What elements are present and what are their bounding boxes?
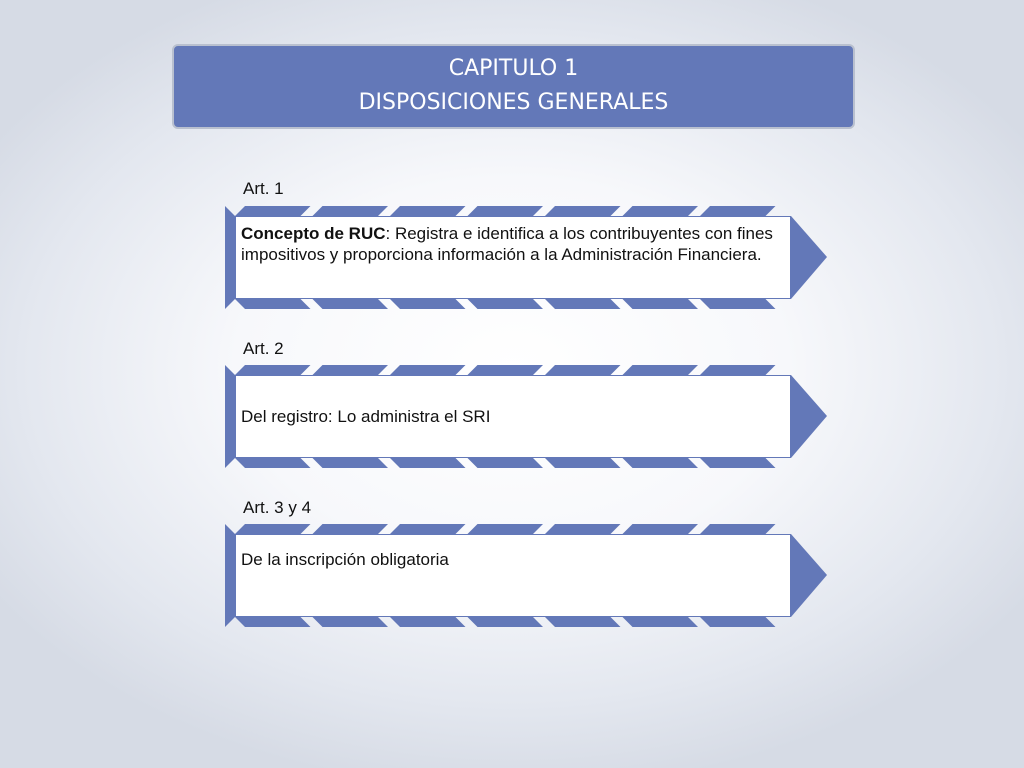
article-2-text: Del registro: Lo administra el SRI [241, 407, 491, 426]
chevron-tooth-top [313, 524, 389, 534]
article-2-content-box [235, 375, 791, 458]
article-2-label: Art. 2 [243, 339, 284, 358]
chevron-tooth-bottom [623, 458, 699, 468]
chevron-tooth-bottom [235, 299, 311, 309]
chevron-tooth-bottom [235, 458, 311, 468]
chevron-tooth-top [468, 524, 544, 534]
chevron-tooth-top [468, 365, 544, 375]
article-3-4-chevron [225, 524, 835, 634]
chevron-tooth-top [313, 206, 389, 216]
chevron-tooth-top [700, 365, 776, 375]
chevron-tooth-bottom [313, 617, 389, 627]
chevron-arrow-head [791, 375, 827, 458]
article-3-4-label: Art. 3 y 4 [243, 498, 312, 517]
chevron-tooth-bottom [390, 617, 466, 627]
chevron-tooth-top [468, 206, 544, 216]
chevron-tooth-bottom [468, 617, 544, 627]
chevron-tooth-top [623, 365, 699, 375]
article-3-4-content-box [235, 534, 791, 617]
chevron-tooth-top [390, 524, 466, 534]
chevron-left-edge [225, 206, 235, 309]
chapter-title: CAPITULO 1 [448, 56, 579, 81]
chevron-tooth-top [545, 365, 621, 375]
chevron-tooth-top [623, 206, 699, 216]
chevron-tooth-bottom [700, 617, 776, 627]
chevron-tooth-top [545, 524, 621, 534]
chevron-tooth-bottom [700, 299, 776, 309]
chevron-tooth-top [390, 365, 466, 375]
chevron-left-edge [225, 365, 235, 468]
chevron-tooth-bottom [313, 299, 389, 309]
article-1-term: Concepto de RUC [241, 224, 386, 243]
chevron-tooth-top [700, 524, 776, 534]
article-1-text: : Registra e identifica a los contribuyentes con fines impositivos y proporciona información a la Administración Financiera. [241, 224, 773, 264]
chevron-tooth-top [313, 365, 389, 375]
chevron-tooth-top [235, 206, 311, 216]
chevron-tooth-top [623, 524, 699, 534]
chapter-subtitle: DISPOSICIONES GENERALES [358, 90, 669, 115]
chevron-tooth-bottom [545, 458, 621, 468]
article-1-label: Art. 1 [243, 179, 284, 198]
chevron-arrow-head [791, 216, 827, 299]
chevron-tooth-bottom [623, 299, 699, 309]
chevron-tooth-bottom [390, 458, 466, 468]
chevron-tooth-top [235, 524, 311, 534]
chevron-tooth-top [545, 206, 621, 216]
chevron-tooth-bottom [623, 617, 699, 627]
chevron-left-edge [225, 524, 235, 627]
chapter-title-box [172, 44, 855, 129]
article-1-chevron [225, 206, 835, 316]
chevron-tooth-bottom [545, 617, 621, 627]
chevron-tooth-bottom [313, 458, 389, 468]
chevron-tooth-bottom [545, 299, 621, 309]
chevron-tooth-bottom [700, 458, 776, 468]
article-2-chevron [225, 365, 835, 475]
chevron-tooth-top [235, 365, 311, 375]
chevron-tooth-bottom [235, 617, 311, 627]
article-3-4-text: De la inscripción obligatoria [241, 550, 449, 569]
article-1-content-box [235, 216, 791, 299]
chevron-tooth-bottom [390, 299, 466, 309]
chevron-tooth-bottom [468, 299, 544, 309]
chevron-arrow-head [791, 534, 827, 617]
chevron-tooth-top [700, 206, 776, 216]
chevron-tooth-bottom [468, 458, 544, 468]
chevron-tooth-top [390, 206, 466, 216]
